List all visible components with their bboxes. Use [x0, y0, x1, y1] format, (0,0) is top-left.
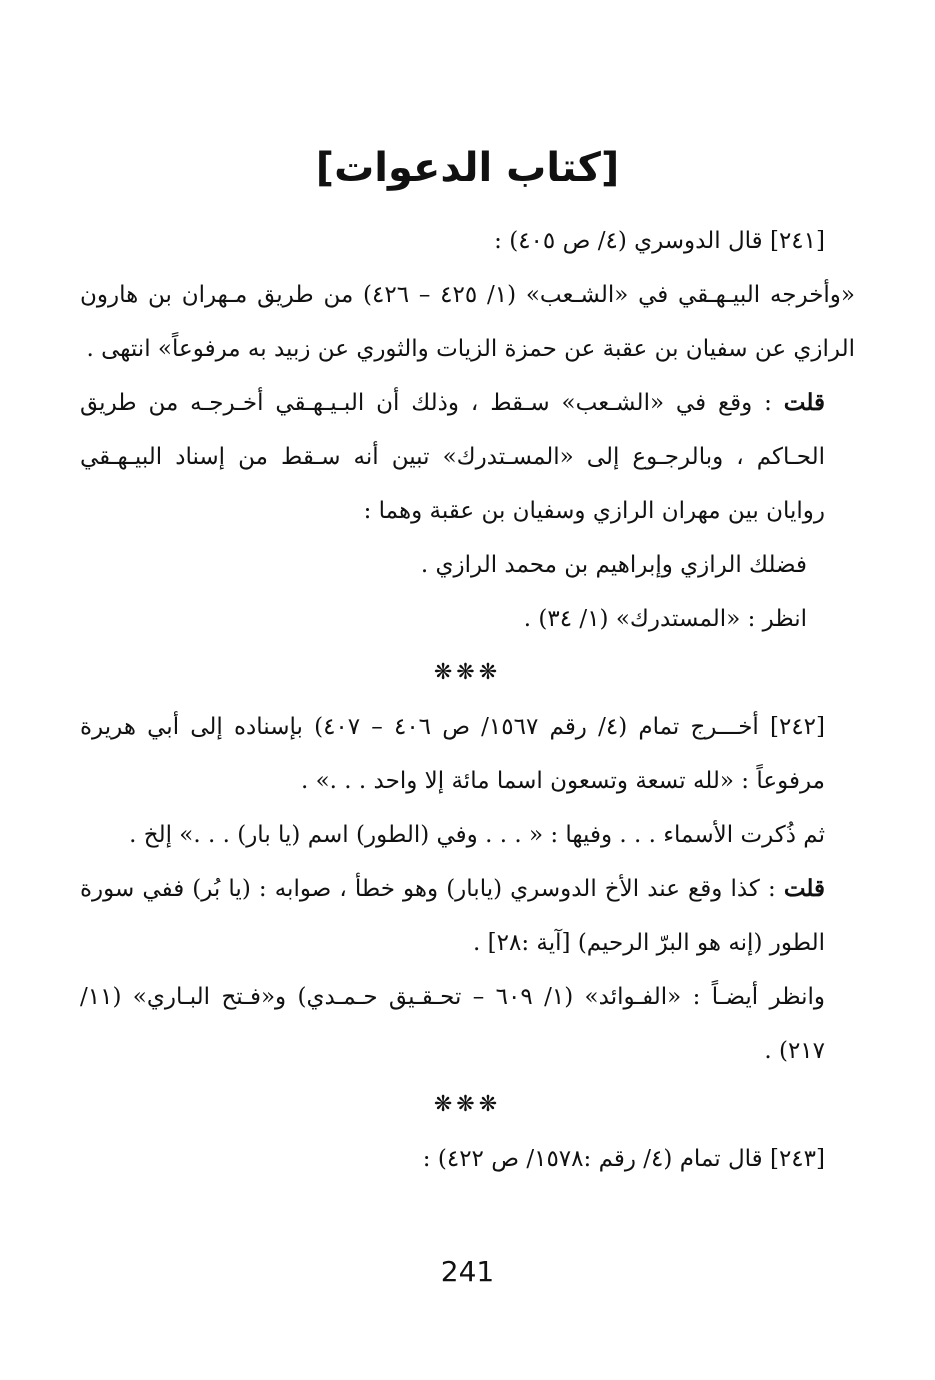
qult-label: قلت: [783, 875, 826, 902]
entry-242-see: وانظر أيضـاً : «الفـوائد» (١/ ٦٠٩ – تحـقـيق حـمـدي) و«فـتح البـاري» (١١/ ٢١٧) .: [80, 984, 826, 1064]
entry-242-note: [80, 862, 855, 970]
qult-label: قلت: [783, 389, 825, 416]
entry-242-header: [٢٤٢] أخـــرج تمام (٤/ رقم ١٥٦٧/ ص ٤٠٦ – ٤٠٧) بإسناده إلى أبي هريرة مرفوعاً : «لله تسعة وتسعون اسما مائة إلا واحد . . .» .: [80, 714, 826, 794]
entry-243-header: [٢٤٣] قال تمام (٤/ رقم :١٥٧٨/ ص ٤٢٢) :: [422, 1146, 825, 1172]
chapter-title: [كتاب الدعوات]: [315, 145, 620, 191]
section-separator: ❋❋❋: [433, 1092, 502, 1117]
entry-242-note-text: : كذا وقع عند الأخ الدوسري (يابار) وهو خطأ ، صوابه : (يا بُر) ففي سورة الطور (إنه هو البرّ الرحيم) [آية :٢٨] .: [80, 876, 825, 956]
page-number: 241: [440, 1255, 495, 1288]
entry-241-see: انظر : «المستدرك» (١/ ٣٤) .: [523, 606, 807, 632]
page-body: [80, 140, 855, 1186]
entry-242-mention: ثم ذُكرت الأسماء . . . وفيها : « . . . وفي (الطور) اسم (يا بار) . . .» إلخ .: [129, 822, 825, 848]
entry-241-quote: «وأخرجه البيـهـقي في «الشـعب» (١/ ٤٢٥ – ٤٢٦) من طريق مـهران بن هارون الرازي عن سفيان بن عقبة عن حمزة الزيات والثوري عن زبيد به مرفوعاً» انتهى .: [80, 282, 855, 362]
entry-241-header: [٢٤١] قال الدوسري (٤/ ص ٤٠٥) :: [494, 228, 825, 254]
section-separator: ❋❋❋: [433, 660, 502, 685]
entry-241-note-text: : وقع في «الشـعب» سـقط ، وذلك أن البـيـهـقي أخـرجـه من طريق الحـاكم ، وبالرجـوع إلى «المسـتدرك» تبين أنه سـقط من إسناد البيـهـقي روايان بين مهران الرازي وسفيان بن عقبة وهما :: [80, 390, 825, 524]
entry-241-note: [80, 376, 855, 538]
entry-241-narrators: فضلك الرازي وإبراهيم بن محمد الرازي .: [420, 552, 807, 578]
